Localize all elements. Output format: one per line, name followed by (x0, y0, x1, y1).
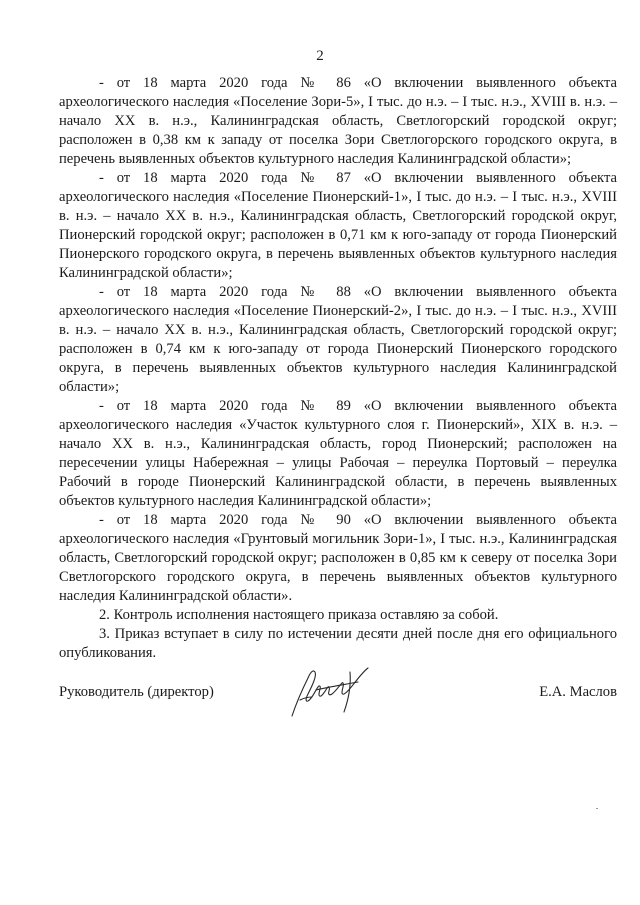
scan-artifact (596, 808, 598, 809)
list-item-order-89: - от 18 марта 2020 года № 89 «О включении выявленного объекта археологического наследия «Участок культурного слоя г. Пионерский», XIX в. н.э. – начало XX в. н.э., Калининградская область, город Пионерский; расположен на пересечении улицы Набережная – улицы Рабочая – переулка Портовый – переулка Рабочий в городе Пионерский Калининградской области, в перечень выявленных объектов культурного наследия Калининградской области»; (59, 398, 617, 509)
list-item-order-87: - от 18 марта 2020 года № 87 «О включении выявленного объекта археологического наследия «Поселение Пионерский-1», I тыс. до н.э. – I тыс. н.э., XVIII в. н.э. – начало XX в. н.э., Калининградская область, Светлогорский городской округ, Пионерский городской округ; расположен в 0,71 км к юго-западу от города Пионерский Пионерского городского округа, в перечень выявленных объектов культурного наследия Калининградской области»; (59, 170, 617, 281)
document-body (59, 74, 617, 663)
list-item-order-90: - от 18 марта 2020 года № 90 «О включении выявленного объекта археологического наследия «Грунтовый могильник Зори-1», I тыс. н.э., Калининградская область, Светлогорский городской округ; расположен в 0,85 км к северу от поселка Зори Светлогорского городского округа, в перечень выявленных объектов культурного наследия Калининградской области». (59, 512, 617, 604)
clause-2-control: 2. Контроль исполнения настоящего приказа оставляю за собой. (99, 607, 499, 623)
page-number: 2 (316, 48, 324, 64)
clause-3-effective: 3. Приказ вступает в силу по истечении десяти дней после дня его официального опубликования. (59, 626, 617, 661)
signer-name: Е.А. Маслов (539, 684, 617, 700)
handwritten-signature (286, 660, 376, 720)
list-item-order-88: - от 18 марта 2020 года № 88 «О включении выявленного объекта археологического наследия «Поселение Пионерский-2», I тыс. до н.э. – I тыс. н.э., XVIII в. н.э. – начало XX в. н.э., Калининградская область, Светлогорский городской округ; расположен в 0,74 км к юго-западу от города Пионерский Пионерского городского округа, в перечень выявленных объектов культурного наследия Калининградской области»; (59, 284, 617, 395)
signer-position: Руководитель (директор) (59, 684, 214, 700)
list-item-order-86: - от 18 марта 2020 года № 86 «О включении выявленного объекта археологического наследия «Поселение Зори-5», I тыс. до н.э. – I тыс. н.э., XVIII в. н.э. – начало XX в. н.э., Калининградская область, Светлогорский городской округ; расположен в 0,38 км к западу от поселка Зори Светлогорского городского округа, в перечень выявленных объектов культурного наследия Калининградской области»; (59, 75, 617, 167)
